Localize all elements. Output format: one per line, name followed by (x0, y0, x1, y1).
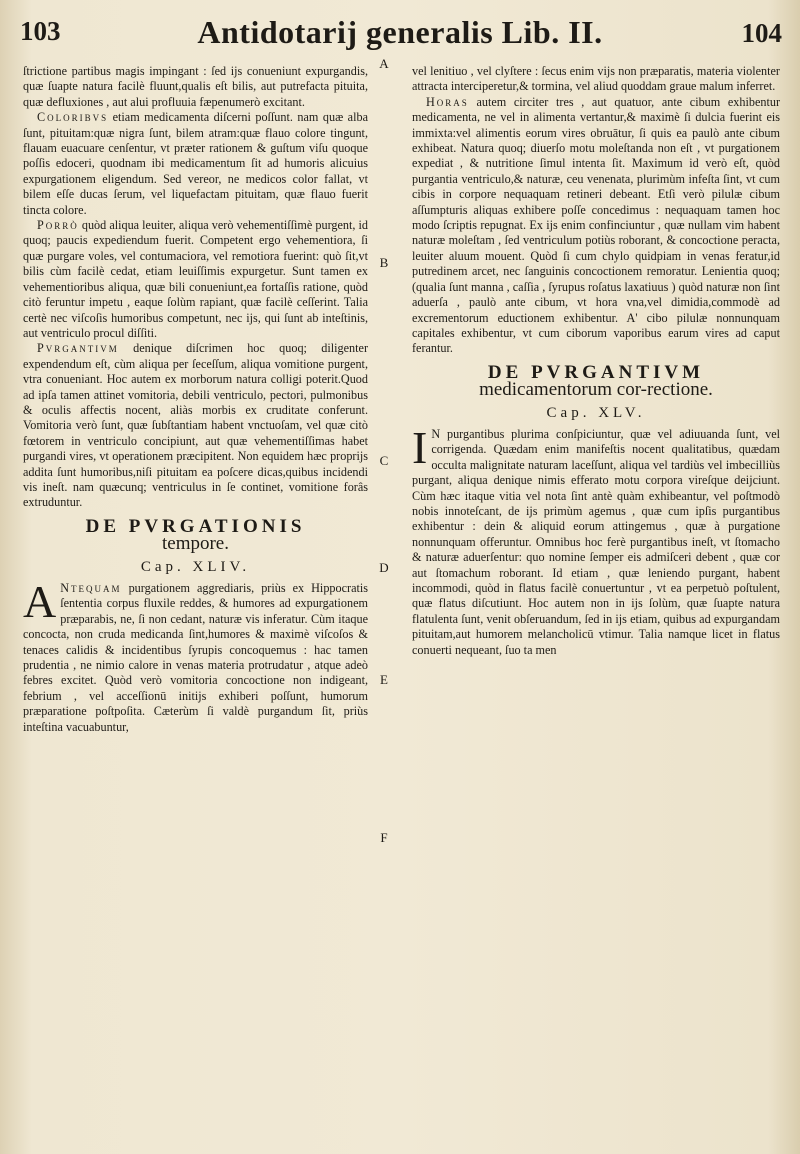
section-subtitle: medicamentorum cor-rectione. (479, 379, 713, 401)
chapter-label: Cap. XLIV. (140, 558, 251, 575)
paragraph-text: purgationem aggrediaris, priùs ex Hippocratis ſententia corpus fluxile reddes, & humores ad expurgationem præparabis, ne, ſi non cedant, naturæ vis inferatur. Cùm itaque concocta, non cruda medicanda ſint,humores & maximè viſcoſos & tenaces calidis & incidentibus ſyrupis concoquemus : hac tamen prudentia , ne nimio calore in venas materia protrudatur , atque adeò febres excitet. Quòd verò vomitoria concoctione non indigeant, febrium , vel acceſſionū initijs exhiberi poſſunt, humorum præparatione poſtpoſita. Cæterùm ſi valdè purgandum ſit, priùs inteſtina vacuabuntur, (23, 581, 368, 734)
paragraph (23, 341, 368, 510)
paragraph-text: quòd aliqua leuiter, aliqua verò vehementiſſimè purgent, id quoq; paucis expediendum fuerit. Competent ergo vehementiora, ſi quæ purgare voles, vel contumaciora, vel remotiora fuerint: quò ſit,vt bilis cùm facilè cedat, etiam leuiſſimis expurgetur. Sunt tamen ex vehementioribus aliqua, quæ bili conueniunt,ea fortaſſis ratione, quòd citò feruntur impetu , eaque ſolùm rapiant, quæ facilè ceſſerint. Talia certè nec viſcoſis humoribus competunt, nec ijs, qui ſunt ab inteſtinis, aut ventriculo procul diſſiti. (23, 218, 368, 340)
margin-letter-b: B (379, 255, 389, 270)
paragraph (412, 95, 780, 357)
margin-letter-c: C (379, 453, 389, 468)
left-column (23, 64, 368, 735)
section-subtitle: tempore. (161, 533, 229, 555)
lead-word: Ntequam (60, 581, 122, 595)
section-heading (412, 361, 780, 421)
running-title: Antidotarij generalis Lib. II. (197, 14, 603, 50)
paragraph-text: autem circiter tres , aut quatuor, ante cibum exhibentur medicamenta, ne vel in alimenta vertantur,& maximè ſi dulcia fuerint eis immixta:vel alimentis eorum vires obruātur, ſi quis ea paulò ante cibum exhibeat. Natura quoq; diuerſo motu moleſtanda non eſt , vt purgationem expediat , & nutritione ſimul intenta ſit. Maximum id verò eſt, quòd purgantia ventriculo,& naturæ, ceu venenata, plurimùm infeſta ſint, vt cum cibis in corpore nequaquam retineri debeant. Etſi verò pilulæ cibum aſſumpturis aliquas exhibere poſſe concedimus : nequaquam tamen hoc modo ſcriptis repugnat. Ex ijs enim confinciuntur , quæ nullam vim habent naturæ moleſtam , ſed ventriculum potiùs roborant, & concoctione peracta, leuiter aluum mouent. Quòd ſi cum chylo quidpiam in venas feratur,id putredinem arcet, nec ſanguinis concoctionem remoratur. Lenientia quoq;(qualia ſunt manna , caſſia , ſyrupus roſatus laxatiuus ) quòd naturæ non ſint aduerſa , paulò ante cibum, vt hora vna,vel dimidia,commodè ad excrementorum eductionem exhibentur. A' cibo pilulæ nonnunquam capitales exhibentur, vt cum ciborum vaporibus earum vires ad caput ferantur. (412, 94, 780, 356)
paragraph: vel lenitiuo , vel clyſtere : ſecus enim vijs non præparatis, materia violenter attracta interciperetur,& tormina, vel aliud quoddam graue malum inferret. (412, 64, 780, 94)
lead-word: Coloribvs (37, 110, 109, 125)
section-title: DE PVRGATIONIS (85, 515, 306, 537)
margin-letter-e: E (380, 672, 388, 687)
drop-cap: I (412, 421, 428, 473)
margin-letter-f: F (380, 830, 388, 845)
chapter-label: Cap. XLV. (546, 404, 646, 421)
paragraph (412, 421, 780, 658)
page-number-left: 103 (20, 16, 61, 46)
paragraph (23, 218, 368, 341)
section-title: DE PVRGANTIVM (487, 361, 705, 383)
paragraph (23, 110, 368, 218)
page-number-right: 104 (741, 18, 782, 48)
paragraph-text: etiam medicamenta diſcerni poſſunt. nam quæ alba ſunt, pituitam:quæ nigra ſunt, bilem atram:quæ flauo colore tingunt, flauam euacuare cenſentur, vt præter rationem & guſtum viſu quoque poſſis edoceri, quodnam ibi medicamentum ſit ad humoris alicuius expurgationem eligendum. Sed vereor, ne medicos color fallat, vt bilem eſſe ducas ſerum, vel liquefactam pituitam, quæ flauo fuerit tincta colore. (23, 110, 368, 217)
paragraph (23, 576, 368, 735)
page-header (0, 14, 800, 58)
margin-letter-d: D (379, 560, 389, 575)
paragraph-text: N purgantibus plurima conſpiciuntur, quæ vel adiuuanda ſunt, vel corrigenda. Quædam enim manifeſtis nocent qualitatibus, quædam occulta malignitate naturam laceſſunt, aliqua vel tardiùs vel imbecilliùs purgant, aliqua denique nimis efferato motu corpora vireſque deijciunt. Cùm hæc itaque vitia vel nota ſint antè quàm exhibeantur, vel poſtmodò nobis innoteſcant, de ijs primùm agemus , quæ cum ipſis purgantibus exhibentur : dein & aliquid eorum attingemus , quæ à purgatione nonnunquam offeruntur. Omnibus hoc ferè purgantibus ineſt, vt ſtomacho & naturæ aduerſentur: quo nomine ſemper eis admiſceri debent , quæ cor aut ſtomachum roborant. Id etiam , quæ leniendo purgant, habent incommodi, quòd in flatus facilè conuertuntur , vt ea perpetuò poſtulent, quæ flatus diſcutiunt. Hoc autem non in ijs ſolùm, quæ ſuapte natura flatulenta ſunt, venit obſeruandum, ſed in ijs etiam, quibus ad expurgandam pituitam,aut humorem melancholicū vtimur. Talia namque licet in flatus conuerti nequeant, ſuo ta men (412, 426, 780, 657)
drop-cap: A (23, 576, 57, 627)
margin-letter-a: A (379, 56, 389, 71)
right-column (412, 64, 780, 658)
lead-word: Porrò (37, 218, 79, 233)
paragraph-text: denique diſcrimen hoc quoq; diligenter expendendum eſt, cùm aliqua per ſeceſſum, aliqua vomitione purgent, vtra conueniant. Hoc autem ex morborum natura colligi poterit.Quod ad ipſa tamen attinet vomitoria, debili ventriculo, pectori, pulmonibus & oculis affectis nocent, aliàs morbis ex cruditate conferunt. Vomitoria verò ſunt, quæ ſubſtantiam habent vnctuoſam, vel quæ citò fœtorem in ventriculo concipiunt, aut quæ vehementiſſimas habet purgandi vires, vt operationem præcipitent. Non equidem hæc proprijs addita ſunt humoribus,niſi pituitam ea poſcere dicas,quibus incidendi vis ineſt. nam quæcunq; ventriculus in ſe continet, vomitione forâs extruduntur. (23, 341, 368, 510)
section-heading (23, 515, 368, 575)
paragraph: ſtrictione partibus magis impingant : ſed ijs conueniunt expurgandis, quæ ſuapte natura facilè fluunt,qualis eſt bilis, aut putrefacta pituita, quæ defluxiones , aut alui profluuia fæpenumerò excitant. (23, 64, 368, 109)
lead-word: Horas (426, 94, 469, 109)
lead-word: Pvrgantivm (37, 341, 119, 356)
